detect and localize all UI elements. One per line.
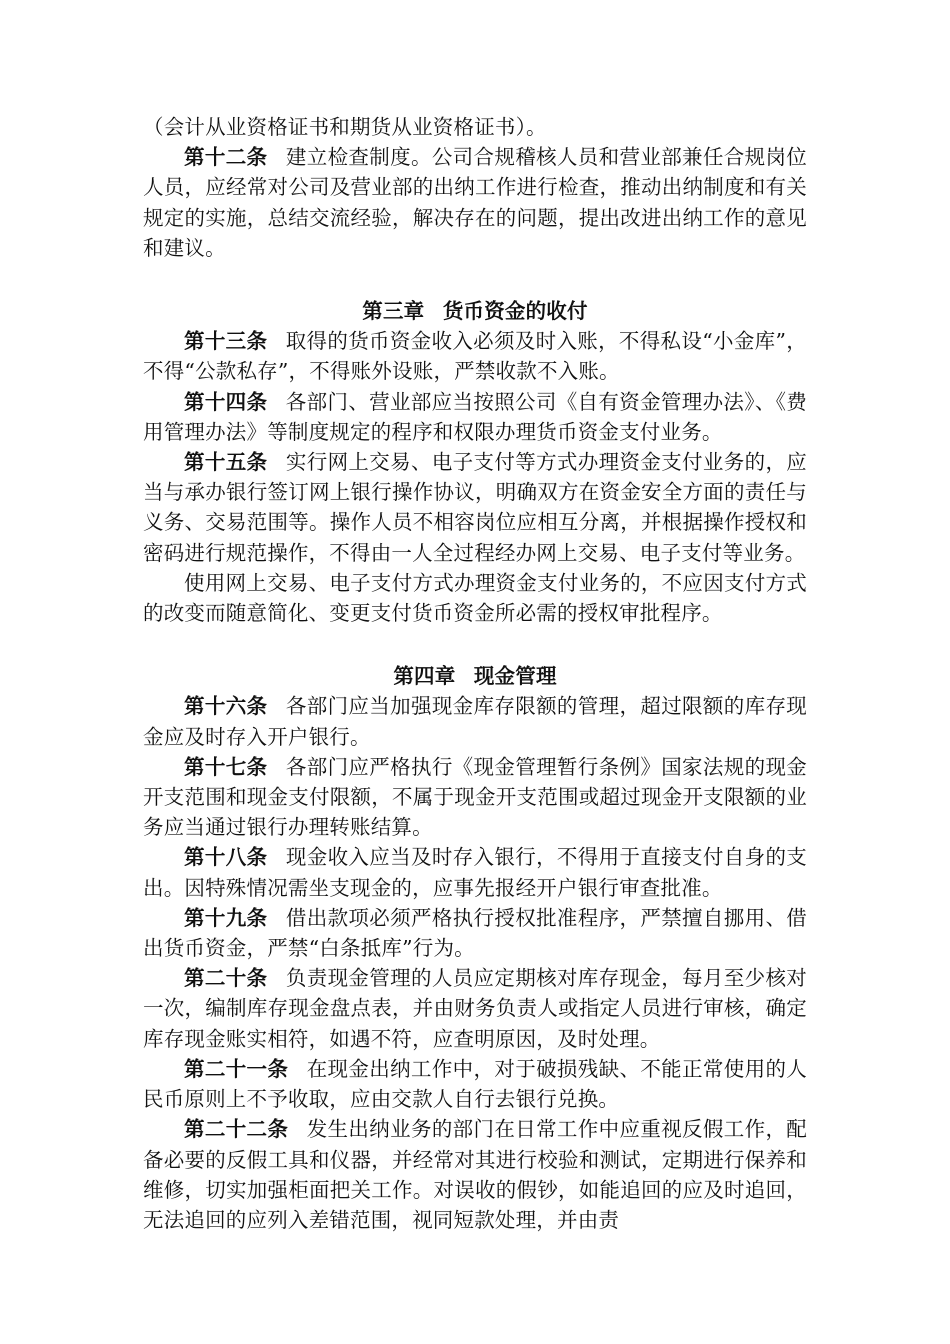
article-text: 在现金出纳工作中，对于破损残缺、不能正常使用的人民币原则上不予收取，应由交款人自行去银行兑换。 bbox=[143, 1056, 807, 1112]
article-15-paragraph-2: 使用网上交易、电子支付方式办理资金支付业务的，不应因支付方式的改变而随意简化、变更支付货币资金所必需的授权审批程序。 bbox=[143, 570, 807, 626]
article-label: 第十九条 bbox=[184, 905, 268, 930]
opening-fragment: （会计从业资格证书和期货从业资格证书）。 bbox=[143, 115, 547, 139]
article-text: 实行网上交易、电子支付等方式办理资金支付业务的，应当与承办银行签订网上银行操作协议，明确双方在资金安全方面的责任与义务、交易范围等。操作人员不相容岗位应相互分离，并根据操作授权和密码进行规范操作，不得由一人全过程经办网上交易、电子支付等业务。 bbox=[143, 450, 808, 565]
chapter-number: 第三章 bbox=[362, 299, 425, 324]
article-text: 取得的货币资金收入必须及时入账，不得私设“小金库”，不得“公款私存”，不得账外设账，严禁收款不入账。 bbox=[143, 329, 807, 384]
article-text: 现金收入应当及时存入银行，不得用于直接支付自身的支出。因特殊情况需坐支现金的，应事先报经开户银行审查批准。 bbox=[143, 845, 808, 900]
article-13 bbox=[143, 326, 807, 386]
article-text: 各部门应当加强现金库存限额的管理，超过限额的库存现金应及时存入开户银行。 bbox=[143, 694, 808, 749]
article-label: 第二十一条 bbox=[184, 1056, 289, 1081]
article-19 bbox=[143, 903, 807, 963]
chapter-title: 货币资金的收付 bbox=[442, 299, 588, 324]
article-text: 建立检查制度。公司合规稽核人员和营业部兼任合规岗位人员，应经常对公司及营业部的出纳工作进行检查，推动出纳制度和有关规定的实施，总结交流经验，解决存在的问题，提出改进出纳工作的意见和建议。 bbox=[143, 145, 808, 260]
article-text: 各部门应严格执行《现金管理暂行条例》国家法规的现金开支范围和现金支付限额，不属于现金开支范围或超过现金开支限额的业务应当通过银行办理转账结算。 bbox=[143, 754, 808, 840]
article-12 bbox=[143, 142, 807, 263]
article-18 bbox=[143, 842, 807, 902]
article-21 bbox=[143, 1054, 807, 1114]
article-text: 各部门、营业部应当按照公司《自有资金管理办法》、《费用管理办法》等制度规定的程序和权限办理货币资金支付业务。 bbox=[143, 389, 807, 444]
article-text: 借出款项必须严格执行授权批准程序，严禁擅自挪用、借出货币资金，严禁“白条抵库”行为。 bbox=[143, 905, 808, 961]
article-label: 第十五条 bbox=[184, 450, 268, 475]
article-text: 负责现金管理的人员应定期核对库存现金，每月至少核对一次，编制库存现金盘点表，并由财务负责人或指定人员进行审核，确定库存现金账实相符，如遇不符，应查明原因，及时处理。 bbox=[143, 966, 808, 1051]
document-page bbox=[143, 112, 807, 1235]
article-label: 第十四条 bbox=[184, 389, 268, 414]
article-16 bbox=[143, 691, 807, 751]
chapter-title: 现金管理 bbox=[473, 664, 557, 689]
chapter-3-heading bbox=[143, 296, 807, 326]
article-label: 第二十条 bbox=[184, 966, 268, 991]
chapter-4-heading bbox=[143, 661, 807, 691]
article-label: 第二十二条 bbox=[184, 1117, 289, 1142]
article-text: 发生出纳业务的部门在日常工作中应重视反假工作，配备必要的反假工具和仪器，并经常对其进行校验和测试，定期进行保养和维修，切实加强柜面把关工作。对误收的假钞，如能追回的应及时追回，无法追回的应列入差错范围，视同短款处理，并由责 bbox=[143, 1117, 807, 1232]
article-14 bbox=[143, 387, 807, 447]
article-label: 第十三条 bbox=[184, 329, 268, 354]
article-22 bbox=[143, 1114, 807, 1235]
article-label: 第十二条 bbox=[184, 145, 268, 170]
article-15 bbox=[143, 447, 807, 568]
chapter-number: 第四章 bbox=[393, 664, 456, 689]
article-20 bbox=[143, 963, 807, 1054]
article-label: 第十六条 bbox=[184, 694, 268, 719]
article-17 bbox=[143, 752, 807, 843]
article-label: 第十七条 bbox=[184, 754, 268, 779]
article-label: 第十八条 bbox=[184, 845, 268, 870]
